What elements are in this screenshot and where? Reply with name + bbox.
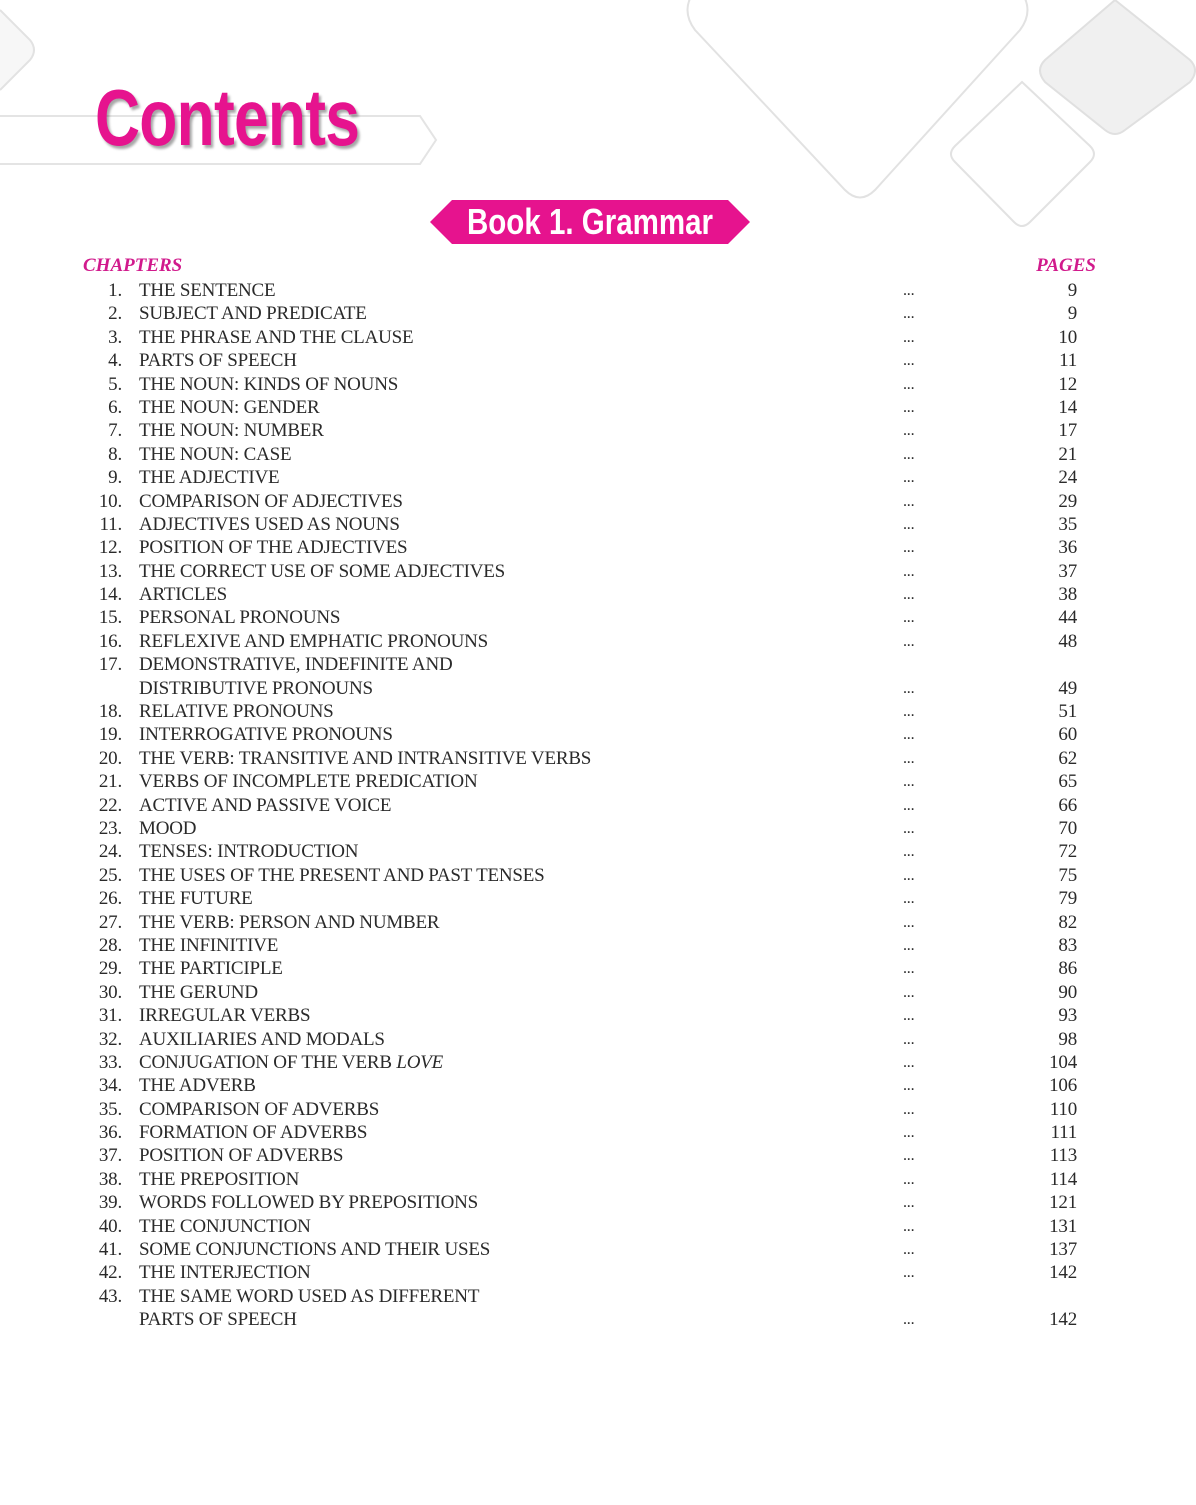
- chapter-title: [139, 536, 407, 559]
- pages-heading: PAGES: [1036, 255, 1096, 276]
- chapter-number: 8.: [108, 443, 122, 465]
- toc-row: [0, 349, 1196, 372]
- chapter-title: [139, 630, 488, 653]
- chapter-title-text: FORMATION OF ADVERBS: [139, 1122, 368, 1144]
- chapter-title: [139, 770, 477, 793]
- toc-row: [0, 1168, 1196, 1191]
- page-number: 114: [1049, 1168, 1077, 1190]
- leader-dots: ...: [903, 305, 915, 323]
- toc-row: [0, 981, 1196, 1004]
- toc-row: [0, 630, 1196, 653]
- page-number: 49: [1058, 677, 1077, 699]
- chapter-number: 5.: [108, 373, 122, 395]
- leader-dots: ...: [903, 890, 915, 908]
- leader-dots: ...: [903, 586, 915, 604]
- chapter-number: 2.: [108, 303, 122, 325]
- chapter-number: 34.: [98, 1075, 122, 1097]
- chapter-title: [139, 560, 505, 583]
- chapters-heading: CHAPTERS: [83, 255, 183, 276]
- chapter-number: 37.: [98, 1145, 122, 1167]
- chapter-number: 15.: [98, 607, 122, 629]
- leader-dots: ...: [903, 1170, 915, 1188]
- chapter-title-text: THE NOUN: CASE: [139, 443, 292, 465]
- chapter-title: [139, 794, 391, 817]
- page-number: 106: [1049, 1075, 1077, 1097]
- chapter-title: [139, 700, 334, 723]
- toc-row: [0, 466, 1196, 489]
- chapter-number: 21.: [98, 771, 122, 793]
- chapter-title-text: THE NOUN: KINDS OF NOUNS: [139, 373, 399, 395]
- chapter-title-text: COMPARISON OF ADVERBS: [139, 1098, 380, 1120]
- toc-row: [0, 419, 1196, 442]
- chapter-title-text: THE ADVERB: [139, 1075, 256, 1097]
- leader-dots: ...: [903, 983, 915, 1001]
- chapter-title-text: THE PHRASE AND THE CLAUSE: [139, 326, 414, 348]
- toc-row: [0, 396, 1196, 419]
- chapter-number: 22.: [98, 794, 122, 816]
- chapter-title: [139, 840, 358, 863]
- chapter-title: [139, 1004, 310, 1027]
- page-number: 10: [1058, 326, 1077, 348]
- chapter-number: 25.: [98, 864, 122, 886]
- leader-dots: ...: [903, 913, 915, 931]
- chapter-title: [139, 466, 279, 489]
- chapter-title-text: CONJUGATION OF THE VERB: [139, 1051, 392, 1073]
- chapter-title-text: THE FUTURE: [139, 888, 253, 910]
- toc-row: [0, 606, 1196, 629]
- page-number: 37: [1058, 560, 1077, 582]
- page-number: 60: [1058, 724, 1077, 746]
- leader-dots: ...: [903, 1100, 915, 1118]
- chapter-title: [139, 934, 278, 957]
- toc-row: [0, 794, 1196, 817]
- leader-dots: ...: [903, 726, 915, 744]
- toc-row: [0, 1028, 1196, 1051]
- page-number: 142: [1049, 1309, 1077, 1331]
- chapter-title: [139, 1144, 343, 1167]
- toc-row: [0, 536, 1196, 559]
- leader-dots: ...: [903, 469, 915, 487]
- leader-dots: ...: [903, 1007, 915, 1025]
- chapter-title-text: ACTIVE AND PASSIVE VOICE: [139, 794, 392, 816]
- chapter-title: [139, 677, 373, 700]
- chapter-number: 35.: [98, 1098, 122, 1120]
- toc-row: [0, 653, 1196, 676]
- chapter-title-text: ARTICLES: [139, 584, 228, 606]
- chapter-title-text: TENSES: INTRODUCTION: [139, 841, 359, 863]
- page-number: 62: [1058, 747, 1077, 769]
- chapter-title-text: THE INFINITIVE: [139, 934, 279, 956]
- chapter-title-text: THE SENTENCE: [139, 280, 276, 301]
- toc-row: [0, 443, 1196, 466]
- chapter-title: [139, 513, 400, 536]
- chapter-title: [139, 373, 398, 396]
- page-number: 72: [1058, 841, 1077, 863]
- chapter-title: [139, 583, 227, 606]
- toc-row: [0, 1144, 1196, 1167]
- chapter-title-text: THE VERB: PERSON AND NUMBER: [139, 911, 440, 933]
- leader-dots: ...: [903, 1264, 915, 1282]
- page-number: 14: [1058, 396, 1077, 418]
- chapter-title: [139, 1028, 385, 1051]
- leader-dots: ...: [903, 562, 915, 580]
- table-of-contents: [0, 279, 1196, 1332]
- chapter-title-text: THE USES OF THE PRESENT AND PAST TENSES: [139, 864, 545, 886]
- leader-dots: ...: [903, 422, 915, 440]
- toc-row: [0, 840, 1196, 863]
- chapter-title-text: THE PARTICIPLE: [139, 958, 283, 980]
- toc-row: [0, 1285, 1196, 1308]
- chapter-title: [139, 349, 297, 372]
- leader-dots: ...: [903, 352, 915, 370]
- chapter-title: [139, 1168, 299, 1191]
- chapter-title-text: MOOD: [139, 817, 197, 839]
- chapter-title-text: AUXILIARIES AND MODALS: [139, 1028, 385, 1050]
- toc-row: [0, 934, 1196, 957]
- book-banner: [430, 200, 750, 244]
- toc-row: [0, 911, 1196, 934]
- toc-row: [0, 1004, 1196, 1027]
- chapter-title: [139, 1261, 310, 1284]
- chapter-number: 9.: [108, 467, 122, 489]
- chapter-title-text: INTERROGATIVE PRONOUNS: [139, 724, 393, 746]
- chapter-title: [139, 443, 291, 466]
- chapter-title: [139, 419, 324, 442]
- page-number: 121: [1049, 1192, 1077, 1214]
- chapter-title: [139, 864, 545, 887]
- chapter-title-text: COMPARISON OF ADJECTIVES: [139, 490, 403, 512]
- chapter-title-text: THE SAME WORD USED AS DIFFERENT: [139, 1285, 480, 1307]
- chapter-title: [139, 1121, 367, 1144]
- page-number: 83: [1058, 934, 1077, 956]
- chapter-number: 7.: [108, 420, 122, 442]
- chapter-number: 6.: [108, 396, 122, 418]
- chapter-title: [139, 957, 283, 980]
- chapter-title: [139, 279, 275, 302]
- toc-row: [0, 1215, 1196, 1238]
- toc-row: [0, 1074, 1196, 1097]
- chapter-title: [139, 396, 319, 419]
- chapter-title: [139, 302, 367, 325]
- chapter-number: 27.: [98, 911, 122, 933]
- chapter-title: [139, 747, 591, 770]
- chapter-number: 26.: [98, 888, 122, 910]
- leader-dots: ...: [903, 632, 915, 650]
- page-number: 86: [1058, 958, 1077, 980]
- toc-row: [0, 1051, 1196, 1074]
- page-number: 48: [1058, 630, 1077, 652]
- leader-dots: ...: [903, 819, 915, 837]
- chapter-title: [139, 1238, 490, 1261]
- chapter-number: 17.: [98, 654, 122, 676]
- toc-row: [0, 279, 1196, 302]
- chapter-title-text: THE GERUND: [139, 981, 258, 1003]
- toc-row: [0, 1238, 1196, 1261]
- chapter-number: 4.: [108, 350, 122, 372]
- leader-dots: ...: [903, 328, 915, 346]
- page-number: 113: [1049, 1145, 1077, 1167]
- chapter-number: 18.: [98, 701, 122, 723]
- leader-dots: ...: [903, 749, 915, 767]
- leader-dots: ...: [903, 1077, 915, 1095]
- chapter-title-text: THE ADJECTIVE: [139, 467, 280, 489]
- book-label: Book 1. Grammar: [466, 201, 714, 242]
- chapter-title-text: THE VERB: TRANSITIVE AND INTRANSITIVE VERBS: [139, 747, 592, 769]
- chapter-title-text: POSITION OF ADVERBS: [139, 1145, 344, 1167]
- chapter-title-text: PARTS OF SPEECH: [139, 350, 297, 372]
- leader-dots: ...: [903, 679, 915, 697]
- leader-dots: ...: [903, 936, 915, 954]
- page-number: 65: [1058, 771, 1077, 793]
- leader-dots: ...: [903, 796, 915, 814]
- chapter-title: [139, 1215, 311, 1238]
- toc-row: [0, 747, 1196, 770]
- chapter-title-text: VERBS OF INCOMPLETE PREDICATION: [139, 771, 478, 793]
- chapter-title-text: THE CONJUNCTION: [139, 1215, 311, 1237]
- page-number: 12: [1058, 373, 1077, 395]
- page-number: 17: [1058, 420, 1077, 442]
- chapter-number: 19.: [98, 724, 122, 746]
- leader-dots: ...: [903, 703, 915, 721]
- chapter-number: 23.: [98, 817, 122, 839]
- chapter-title-text: THE NOUN: GENDER: [139, 396, 320, 418]
- chapter-number: 36.: [98, 1122, 122, 1144]
- toc-row: [0, 700, 1196, 723]
- leader-dots: ...: [903, 843, 915, 861]
- toc-row: [0, 1261, 1196, 1284]
- chapter-title-text: PARTS OF SPEECH: [139, 1309, 297, 1331]
- chapter-title: [139, 817, 196, 840]
- page-number: 9: [1067, 280, 1077, 301]
- toc-row: [0, 1098, 1196, 1121]
- leader-dots: ...: [903, 445, 915, 463]
- chapter-title: [139, 911, 439, 934]
- leader-dots: ...: [903, 1030, 915, 1048]
- chapter-number: 38.: [98, 1168, 122, 1190]
- chapter-title-text: THE INTERJECTION: [139, 1262, 311, 1284]
- page-number: 29: [1058, 490, 1077, 512]
- page-title: Contents: [95, 73, 360, 162]
- toc-row: [0, 677, 1196, 700]
- leader-dots: ...: [903, 282, 915, 299]
- chapter-title-text: THE PREPOSITION: [139, 1168, 300, 1190]
- chapter-title: [139, 1191, 478, 1214]
- chapter-number: 11.: [99, 513, 122, 535]
- chapter-title: [139, 1098, 379, 1121]
- chapter-title-text: REFLEXIVE AND EMPHATIC PRONOUNS: [139, 630, 489, 652]
- toc-row: [0, 302, 1196, 325]
- chapter-title-text: DEMONSTRATIVE, INDEFINITE AND: [139, 654, 453, 676]
- chapter-title-text: THE NOUN: NUMBER: [139, 420, 324, 442]
- toc-row: [0, 770, 1196, 793]
- toc-row: [0, 513, 1196, 536]
- chapter-number: 32.: [98, 1028, 122, 1050]
- chapter-title: [139, 1074, 256, 1097]
- toc-row: [0, 1191, 1196, 1214]
- page-number: 75: [1058, 864, 1077, 886]
- page-number: 98: [1058, 1028, 1077, 1050]
- toc-row: [0, 326, 1196, 349]
- page-number: 66: [1058, 794, 1077, 816]
- chapter-title: [139, 887, 253, 910]
- chapter-title-text: SOME CONJUNCTIONS AND THEIR USES: [139, 1239, 491, 1261]
- toc-row: [0, 723, 1196, 746]
- leader-dots: ...: [903, 1147, 915, 1165]
- chapter-number: 41.: [98, 1239, 122, 1261]
- chapter-number: 40.: [98, 1215, 122, 1237]
- toc-row: [0, 560, 1196, 583]
- page-number: 11: [1059, 350, 1077, 372]
- chapter-number: 28.: [98, 934, 122, 956]
- toc-row: [0, 1308, 1196, 1331]
- chapter-number: 13.: [98, 560, 122, 582]
- chapter-number: 24.: [98, 841, 122, 863]
- leader-dots: ...: [903, 1311, 915, 1329]
- leader-dots: ...: [903, 866, 915, 884]
- toc-row: [0, 373, 1196, 396]
- leader-dots: ...: [903, 1217, 915, 1235]
- chapter-number: 10.: [98, 490, 122, 512]
- chapter-number: 12.: [98, 537, 122, 559]
- leader-dots: ...: [903, 1124, 915, 1142]
- chapter-number: 16.: [98, 630, 122, 652]
- page-number: 90: [1058, 981, 1077, 1003]
- page-number: 82: [1058, 911, 1077, 933]
- toc-row: [0, 957, 1196, 980]
- chapter-title-text: RELATIVE PRONOUNS: [139, 701, 334, 723]
- chapter-title: [139, 723, 393, 746]
- chapter-title-text: ADJECTIVES USED AS NOUNS: [139, 513, 400, 535]
- page-number: 104: [1049, 1051, 1077, 1073]
- chapter-number: 43.: [98, 1285, 122, 1307]
- chapter-title-text: DISTRIBUTIVE PRONOUNS: [139, 677, 373, 699]
- page-number: 36: [1058, 537, 1077, 559]
- page-number: 142: [1049, 1262, 1077, 1284]
- toc-row: [0, 583, 1196, 606]
- toc-row: [0, 817, 1196, 840]
- chapter-number: 42.: [98, 1262, 122, 1284]
- page-number: 93: [1058, 1005, 1077, 1027]
- leader-dots: ...: [903, 960, 915, 978]
- chapter-title: [139, 1051, 443, 1074]
- chapter-title-text: WORDS FOLLOWED BY PREPOSITIONS: [139, 1192, 479, 1214]
- chapter-number: 33.: [98, 1051, 122, 1073]
- leader-dots: ...: [903, 539, 915, 557]
- page-number: 24: [1058, 467, 1077, 489]
- chapter-title: [139, 326, 413, 349]
- chapter-title: [139, 490, 403, 513]
- chapter-number: 3.: [108, 326, 122, 348]
- chapter-title: [139, 606, 340, 629]
- chapter-title-text: THE CORRECT USE OF SOME ADJECTIVES: [139, 560, 506, 582]
- chapter-title-text: POSITION OF THE ADJECTIVES: [139, 537, 408, 559]
- chapter-title: [139, 981, 258, 1004]
- chapter-number: 39.: [98, 1192, 122, 1214]
- leader-dots: ...: [903, 492, 915, 510]
- page-number: 38: [1058, 584, 1077, 606]
- page-number: 21: [1058, 443, 1077, 465]
- chapter-title: [139, 1308, 297, 1331]
- page-number: 44: [1058, 607, 1077, 629]
- chapter-title-text: PERSONAL PRONOUNS: [139, 607, 341, 629]
- leader-dots: ...: [903, 398, 915, 416]
- toc-row: [0, 887, 1196, 910]
- page-number: 137: [1049, 1239, 1077, 1261]
- page-number: 111: [1050, 1122, 1077, 1144]
- leader-dots: ...: [903, 1241, 915, 1259]
- toc-row: [0, 1121, 1196, 1144]
- chapter-number: 1.: [108, 280, 122, 301]
- leader-dots: ...: [903, 375, 915, 393]
- chapter-title-text: IRREGULAR VERBS: [139, 1005, 311, 1027]
- chapter-number: 30.: [98, 981, 122, 1003]
- page-number: 131: [1049, 1215, 1077, 1237]
- chapter-number: 14.: [98, 584, 122, 606]
- leader-dots: ...: [903, 773, 915, 791]
- leader-dots: ...: [903, 1053, 915, 1071]
- page-number: 35: [1058, 513, 1077, 535]
- chapter-title: [139, 653, 452, 676]
- leader-dots: ...: [903, 609, 915, 627]
- chapter-number: 20.: [98, 747, 122, 769]
- leader-dots: ...: [903, 1194, 915, 1212]
- page-number: 70: [1058, 817, 1077, 839]
- chapter-number: 31.: [98, 1005, 122, 1027]
- toc-row: [0, 490, 1196, 513]
- page-number: 9: [1067, 303, 1077, 325]
- chapter-title-text: SUBJECT AND PREDICATE: [139, 303, 367, 325]
- chapter-number: 29.: [98, 958, 122, 980]
- toc-row: [0, 864, 1196, 887]
- leader-dots: ...: [903, 515, 915, 533]
- chapter-title-italic: LOVE: [396, 1051, 444, 1073]
- page-number: 79: [1058, 888, 1077, 910]
- chapter-title: [139, 1285, 479, 1308]
- page-number: 51: [1058, 701, 1077, 723]
- page-number: 110: [1049, 1098, 1077, 1120]
